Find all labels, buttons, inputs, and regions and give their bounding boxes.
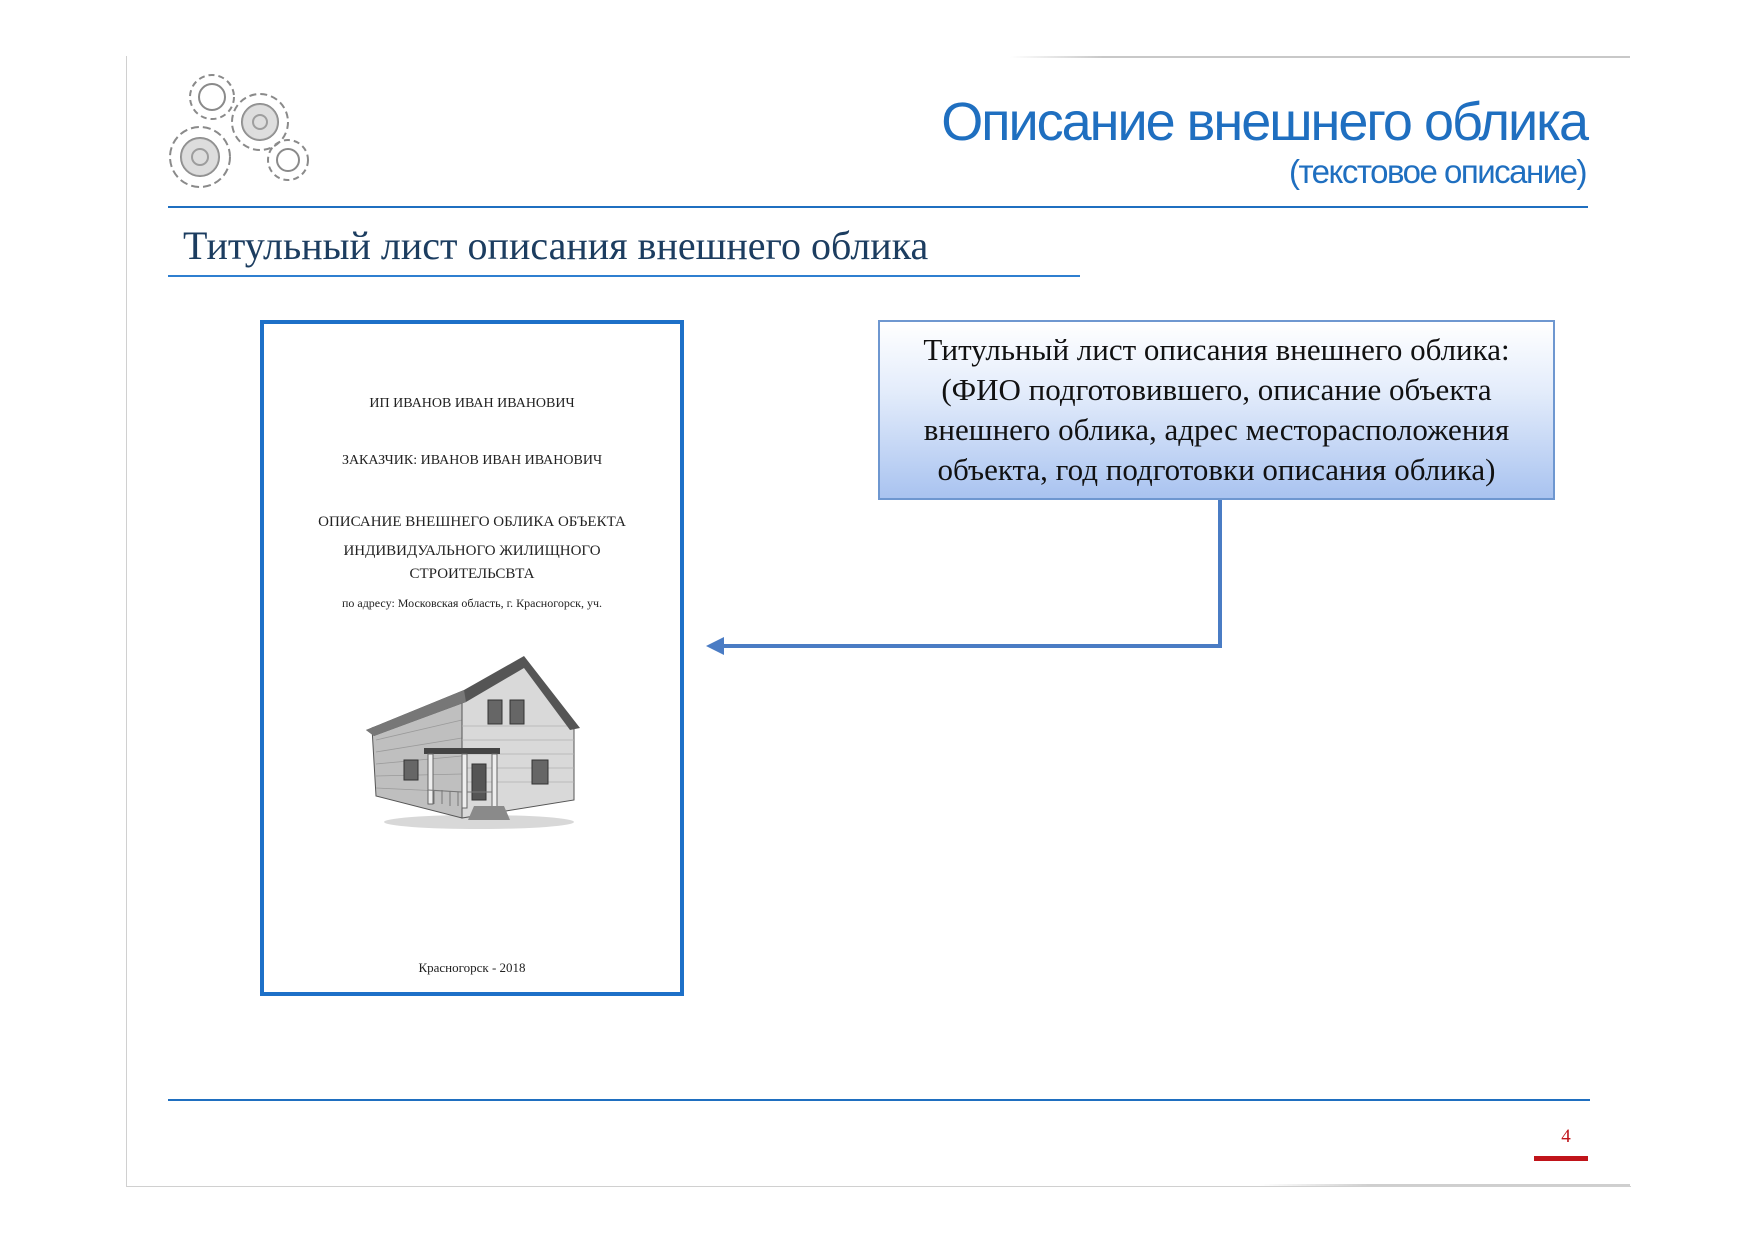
bottom-edge-decoration bbox=[1260, 1184, 1630, 1186]
doc-address: по адресу: Московская область, г. Красногорск, уч. bbox=[341, 596, 603, 610]
section-heading-underline bbox=[168, 275, 1080, 277]
page-title: Описание внешнего облика bbox=[941, 92, 1587, 152]
section-heading: Титульный лист описания внешнего облика bbox=[183, 223, 929, 268]
doc-object-line-1: ИНДИВИДУАЛЬНОГО ЖИЛИЩНОГО bbox=[343, 543, 601, 559]
page-number-underline bbox=[1534, 1156, 1588, 1161]
doc-entrepreneur: ИП ИВАНОВ ИВАН ИВАНОВИЧ bbox=[369, 396, 575, 411]
doc-description-title: ОПИСАНИЕ ВНЕШНЕГО ОБЛИКА ОБЪЕКТА bbox=[318, 514, 626, 530]
callout-box bbox=[878, 320, 1555, 500]
doc-object-line-2: СТРОИТЕЛЬСВТА bbox=[409, 566, 535, 582]
callout-text: Титульный лист описания внешнего облика: (ФИО подготовившего, описание объекта внешнего облика, адрес месторасположения объекта, год подготовки описания облика) bbox=[923, 332, 1510, 487]
doc-city-year: Красногорск - 2018 bbox=[418, 960, 526, 975]
page-subtitle: (текстовое описание) bbox=[1288, 153, 1586, 190]
title-page-preview bbox=[260, 320, 684, 996]
header-divider bbox=[168, 206, 1588, 208]
page-number: 4 bbox=[1561, 1126, 1571, 1147]
doc-customer: ЗАКАЗЧИК: ИВАНОВ ИВАН ИВАНОВИЧ bbox=[341, 453, 603, 468]
house-image bbox=[364, 656, 590, 832]
gears-logo-icon bbox=[160, 62, 320, 202]
footer-divider bbox=[168, 1099, 1590, 1101]
top-edge-decoration bbox=[1010, 56, 1630, 58]
